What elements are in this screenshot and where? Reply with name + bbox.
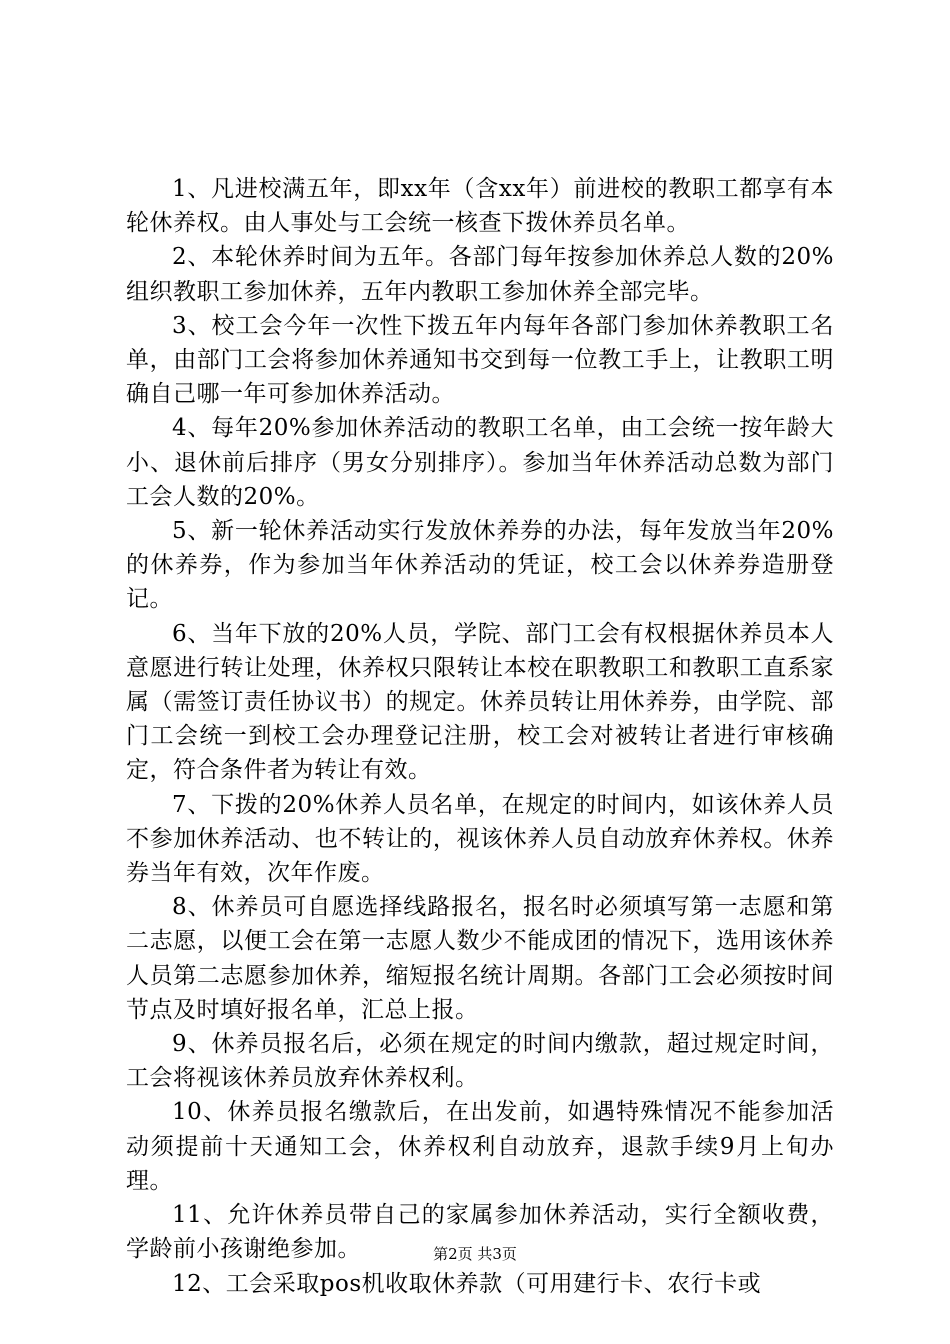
document-body	[126, 172, 834, 1301]
page-number-footer: 第2页 共3页	[433, 1245, 517, 1263]
paragraph-1: 1、凡进校满五年，即xx年（含xx年）前进校的教职工都享有本轮休养权。由人事处与工会统一核查下拨休养员名单。	[126, 176, 834, 237]
paragraph-8: 8、休养员可自愿选择线路报名，报名时必须填写第一志愿和第二志愿，以便工会在第一志愿人数少不能成团的情况下，选用该休养人员第二志愿参加休养，缩短报名统计周期。各部门工会必须按时间节点及时填好报名单，汇总上报。	[126, 894, 834, 1023]
paragraph-9: 9、休养员报名后，必须在规定的时间内缴款，超过规定时间，工会将视该休养员放弃休养权利。	[126, 1031, 834, 1092]
paragraph-10: 10、休养员报名缴款后，在出发前，如遇特殊情况不能参加活动须提前十天通知工会，休养权利自动放弃，退款手续9月上旬办理。	[126, 1099, 834, 1194]
paragraph-5: 5、新一轮休养活动实行发放休养券的办法，每年发放当年20%的休养券，作为参加当年休养活动的凭证，校工会以休养券造册登记。	[126, 518, 834, 613]
paragraph-2: 2、本轮休养时间为五年。各部门每年按参加休养总人数的20%组织教职工参加休养，五年内教职工参加休养全部完毕。	[126, 244, 834, 305]
paragraph-11: 11、允许休养员带自己的家属参加休养活动，实行全额收费，学龄前小孩谢绝参加。	[126, 1202, 834, 1263]
paragraph-6: 6、当年下放的20%人员，学院、部门工会有权根据休养员本人意愿进行转让处理，休养权只限转让本校在职教职工和教职工直系家属（需签订责任协议书）的规定。休养员转让用休养券，由学院、部门工会统一到校工会办理登记注册，校工会对被转让者进行审核确定，符合条件者为转让有效。	[126, 620, 834, 784]
paragraph-7: 7、下拨的20%休养人员名单，在规定的时间内，如该休养人员不参加休养活动、也不转让的，视该休养人员自动放弃休养权。休养券当年有效，次年作废。	[126, 791, 834, 887]
paragraph-12: 12、工会采取pos机收取休养款（可用建行卡、农行卡或	[172, 1270, 762, 1297]
paragraph-3: 3、校工会今年一次性下拨五年内每年各部门参加休养教职工名单，由部门工会将参加休养通知书交到每一位教工手上，让教职工明确自己哪一年可参加休养活动。	[126, 312, 834, 408]
paragraph-4: 4、每年20%参加休养活动的教职工名单，由工会统一按年龄大小、退休前后排序（男女分别排序）。参加当年休养活动总数为部门工会人数的20%。	[126, 415, 834, 510]
